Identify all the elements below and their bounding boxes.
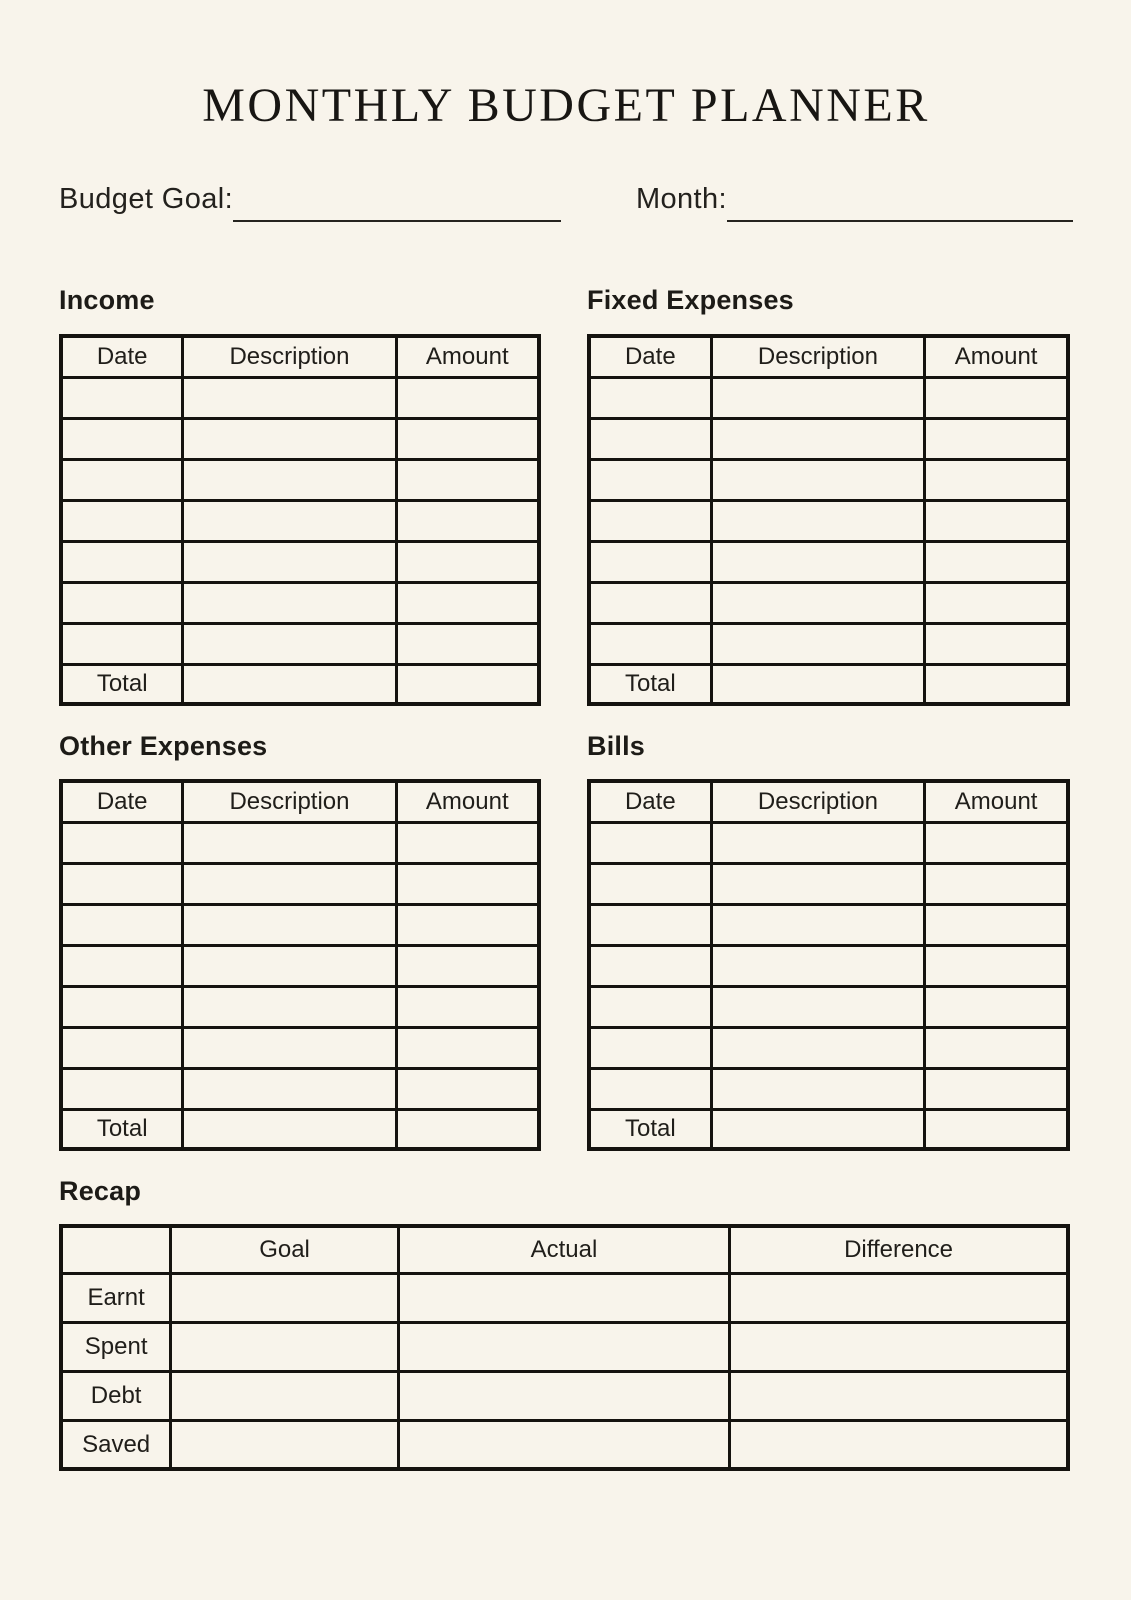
empty-date-cell[interactable] <box>589 542 711 583</box>
empty-description-cell[interactable] <box>711 905 925 946</box>
empty-description-cell[interactable] <box>711 1028 925 1069</box>
recap-goal-cell[interactable] <box>171 1420 399 1469</box>
empty-date-cell[interactable] <box>61 501 183 542</box>
empty-description-cell[interactable] <box>183 542 396 583</box>
empty-amount-cell[interactable] <box>396 460 539 501</box>
empty-date-cell[interactable] <box>589 460 711 501</box>
empty-date-cell[interactable] <box>589 378 711 419</box>
table-row <box>589 583 1068 624</box>
total-row <box>61 665 539 704</box>
table-row <box>589 460 1068 501</box>
empty-description-cell[interactable] <box>183 378 396 419</box>
empty-amount-cell[interactable] <box>396 501 539 542</box>
empty-date-cell[interactable] <box>61 1069 183 1110</box>
total-row <box>61 1110 539 1149</box>
empty-amount-cell[interactable] <box>396 987 539 1028</box>
empty-amount-cell[interactable] <box>925 823 1068 864</box>
recap-actual-cell[interactable] <box>398 1273 729 1322</box>
empty-description-cell[interactable] <box>711 378 925 419</box>
empty-date-cell[interactable] <box>589 905 711 946</box>
total-description-cell[interactable] <box>711 665 925 704</box>
empty-amount-cell[interactable] <box>396 823 539 864</box>
total-description-cell[interactable] <box>183 665 396 704</box>
empty-description-cell[interactable] <box>711 1069 925 1110</box>
empty-description-cell[interactable] <box>711 946 925 987</box>
empty-description-cell[interactable] <box>711 864 925 905</box>
recap-column-header-difference: Difference <box>730 1226 1068 1273</box>
empty-description-cell[interactable] <box>711 419 925 460</box>
table-row <box>61 419 539 460</box>
empty-description-cell[interactable] <box>183 864 396 905</box>
empty-amount-cell[interactable] <box>396 946 539 987</box>
table-row <box>61 987 539 1028</box>
total-amount-cell[interactable] <box>925 1110 1068 1149</box>
header-row <box>589 336 1068 378</box>
recap-column-header-actual: Actual <box>398 1226 729 1273</box>
column-header-date: Date <box>61 336 183 378</box>
empty-amount-cell[interactable] <box>925 946 1068 987</box>
column-header-amount: Amount <box>925 781 1068 823</box>
budget-goal-label: Budget Goal: <box>59 182 234 215</box>
empty-description-cell[interactable] <box>711 501 925 542</box>
empty-description-cell[interactable] <box>183 823 396 864</box>
empty-date-cell[interactable] <box>589 946 711 987</box>
empty-amount-cell[interactable] <box>396 1028 539 1069</box>
section-other-expenses <box>59 730 541 1151</box>
empty-date-cell[interactable] <box>589 823 711 864</box>
empty-date-cell[interactable] <box>61 419 183 460</box>
recap-difference-cell[interactable] <box>730 1420 1068 1469</box>
empty-description-cell[interactable] <box>183 905 396 946</box>
recap-row-earnt <box>61 1273 1068 1322</box>
recap-row-label: Earnt <box>61 1273 171 1322</box>
empty-description-cell[interactable] <box>183 946 396 987</box>
recap-goal-cell[interactable] <box>171 1273 399 1322</box>
empty-amount-cell[interactable] <box>925 624 1068 665</box>
table-row <box>61 946 539 987</box>
budget-goal-field <box>59 183 561 216</box>
recap-goal-cell[interactable] <box>171 1322 399 1371</box>
fields-row <box>59 183 1073 216</box>
table-row <box>61 823 539 864</box>
recap-row-debt <box>61 1371 1068 1420</box>
empty-description-cell[interactable] <box>183 460 396 501</box>
recap-row-label: Debt <box>61 1371 171 1420</box>
page-title: MONTHLY BUDGET PLANNER <box>202 79 930 132</box>
empty-amount-cell[interactable] <box>396 542 539 583</box>
table-row <box>61 624 539 665</box>
empty-amount-cell[interactable] <box>396 583 539 624</box>
empty-description-cell[interactable] <box>183 419 396 460</box>
column-header-description: Description <box>711 336 925 378</box>
empty-description-cell[interactable] <box>183 1028 396 1069</box>
empty-date-cell[interactable] <box>61 1028 183 1069</box>
recap-header-row <box>61 1226 1068 1273</box>
table-row <box>61 1069 539 1110</box>
column-header-amount: Amount <box>396 781 539 823</box>
recap-actual-cell[interactable] <box>398 1322 729 1371</box>
month-label: Month: <box>635 182 727 215</box>
other-expenses-heading: Other Expenses <box>59 730 268 761</box>
column-header-description: Description <box>711 781 925 823</box>
empty-date-cell[interactable] <box>61 583 183 624</box>
empty-description-cell[interactable] <box>711 542 925 583</box>
recap-row-spent <box>61 1322 1068 1371</box>
table-row <box>589 1028 1068 1069</box>
empty-description-cell[interactable] <box>183 1069 396 1110</box>
empty-amount-cell[interactable] <box>396 624 539 665</box>
empty-date-cell[interactable] <box>589 419 711 460</box>
empty-description-cell[interactable] <box>183 624 396 665</box>
empty-date-cell[interactable] <box>589 987 711 1028</box>
empty-description-cell[interactable] <box>711 460 925 501</box>
section-recap <box>59 1175 1070 1471</box>
table-row <box>61 1028 539 1069</box>
empty-amount-cell[interactable] <box>925 460 1068 501</box>
empty-date-cell[interactable] <box>589 624 711 665</box>
empty-amount-cell[interactable] <box>925 501 1068 542</box>
empty-amount-cell[interactable] <box>925 419 1068 460</box>
total-amount-cell[interactable] <box>396 1110 539 1149</box>
header-row <box>589 781 1068 823</box>
table-row <box>61 378 539 419</box>
column-header-description: Description <box>183 336 396 378</box>
recap-difference-cell[interactable] <box>730 1322 1068 1371</box>
empty-amount-cell[interactable] <box>925 864 1068 905</box>
recap-table <box>59 1224 1070 1471</box>
table-row <box>589 864 1068 905</box>
empty-amount-cell[interactable] <box>925 1028 1068 1069</box>
empty-amount-cell[interactable] <box>925 1069 1068 1110</box>
empty-description-cell[interactable] <box>711 987 925 1028</box>
empty-amount-cell[interactable] <box>925 542 1068 583</box>
table-row <box>589 542 1068 583</box>
empty-date-cell[interactable] <box>61 624 183 665</box>
empty-date-cell[interactable] <box>589 864 711 905</box>
recap-corner-cell <box>61 1226 171 1273</box>
table-row <box>61 460 539 501</box>
empty-date-cell[interactable] <box>61 987 183 1028</box>
total-label: Total <box>589 1110 711 1149</box>
empty-date-cell[interactable] <box>61 378 183 419</box>
header-row <box>61 781 539 823</box>
table-row <box>61 905 539 946</box>
total-description-cell[interactable] <box>183 1110 396 1149</box>
empty-date-cell[interactable] <box>61 946 183 987</box>
budget-goal-input-line[interactable] <box>233 192 561 222</box>
table-row <box>589 905 1068 946</box>
empty-amount-cell[interactable] <box>396 864 539 905</box>
total-label: Total <box>589 665 711 704</box>
column-header-date: Date <box>61 781 183 823</box>
empty-date-cell[interactable] <box>61 460 183 501</box>
table-row <box>61 501 539 542</box>
table-row <box>589 946 1068 987</box>
table-row <box>589 624 1068 665</box>
table-row <box>589 501 1068 542</box>
recap-actual-cell[interactable] <box>398 1420 729 1469</box>
month-input-line[interactable] <box>727 192 1073 222</box>
empty-description-cell[interactable] <box>183 987 396 1028</box>
empty-amount-cell[interactable] <box>925 905 1068 946</box>
empty-description-cell[interactable] <box>711 823 925 864</box>
section-bills <box>587 730 1070 1151</box>
empty-date-cell[interactable] <box>61 864 183 905</box>
table-row <box>589 378 1068 419</box>
empty-amount-cell[interactable] <box>925 987 1068 1028</box>
column-header-amount: Amount <box>925 336 1068 378</box>
fixed-expenses-heading: Fixed Expenses <box>587 285 794 316</box>
total-label: Total <box>61 665 183 704</box>
bills-heading: Bills <box>587 730 646 761</box>
empty-date-cell[interactable] <box>589 1069 711 1110</box>
empty-description-cell[interactable] <box>183 583 396 624</box>
empty-date-cell[interactable] <box>589 1028 711 1069</box>
table-row <box>589 419 1068 460</box>
table-row <box>61 542 539 583</box>
total-row <box>589 1110 1068 1149</box>
recap-difference-cell[interactable] <box>730 1371 1068 1420</box>
total-description-cell[interactable] <box>711 1110 925 1149</box>
empty-description-cell[interactable] <box>711 583 925 624</box>
table-row <box>61 864 539 905</box>
empty-description-cell[interactable] <box>711 624 925 665</box>
income-heading: Income <box>59 285 155 316</box>
recap-row-saved <box>61 1420 1068 1469</box>
total-amount-cell[interactable] <box>396 665 539 704</box>
recap-heading: Recap <box>59 1175 142 1206</box>
recap-row-label: Saved <box>61 1420 171 1469</box>
section-income <box>59 284 541 705</box>
empty-date-cell[interactable] <box>589 501 711 542</box>
section-fixed-expenses <box>587 284 1070 705</box>
column-header-description: Description <box>183 781 396 823</box>
bills-table <box>587 779 1070 1151</box>
table-row <box>589 823 1068 864</box>
income-table <box>59 334 541 706</box>
table-row <box>589 987 1068 1028</box>
column-header-amount: Amount <box>396 336 539 378</box>
fixed-expenses-table <box>587 334 1070 706</box>
other-expenses-table <box>59 779 541 1151</box>
empty-amount-cell[interactable] <box>396 1069 539 1110</box>
empty-date-cell[interactable] <box>589 583 711 624</box>
recap-goal-cell[interactable] <box>171 1371 399 1420</box>
total-row <box>589 665 1068 704</box>
total-amount-cell[interactable] <box>925 665 1068 704</box>
empty-description-cell[interactable] <box>183 501 396 542</box>
empty-amount-cell[interactable] <box>925 583 1068 624</box>
ledger-sections <box>59 284 1073 1151</box>
empty-amount-cell[interactable] <box>925 378 1068 419</box>
column-header-date: Date <box>589 781 711 823</box>
column-header-date: Date <box>589 336 711 378</box>
recap-difference-cell[interactable] <box>730 1273 1068 1322</box>
table-row <box>61 583 539 624</box>
empty-date-cell[interactable] <box>61 905 183 946</box>
recap-column-header-goal: Goal <box>171 1226 399 1273</box>
table-row <box>589 1069 1068 1110</box>
empty-date-cell[interactable] <box>61 823 183 864</box>
header-row <box>61 336 539 378</box>
month-field <box>636 183 1073 216</box>
empty-amount-cell[interactable] <box>396 905 539 946</box>
empty-amount-cell[interactable] <box>396 378 539 419</box>
recap-actual-cell[interactable] <box>398 1371 729 1420</box>
total-label: Total <box>61 1110 183 1149</box>
empty-date-cell[interactable] <box>61 542 183 583</box>
empty-amount-cell[interactable] <box>396 419 539 460</box>
recap-row-label: Spent <box>61 1322 171 1371</box>
